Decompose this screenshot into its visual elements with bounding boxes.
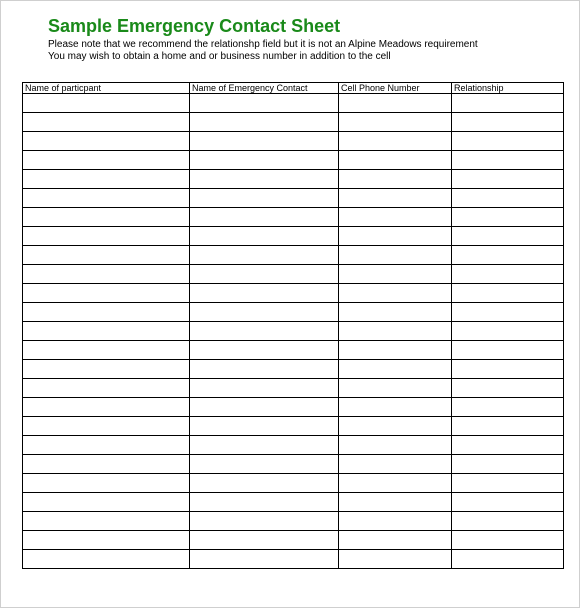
cell-emergency-contact[interactable]: [190, 303, 339, 322]
cell-relationship[interactable]: [452, 227, 564, 246]
table-row: [23, 512, 564, 531]
cell-emergency-contact[interactable]: [190, 284, 339, 303]
table-row: [23, 341, 564, 360]
cell-participant[interactable]: [23, 398, 190, 417]
table-row: [23, 151, 564, 170]
cell-relationship[interactable]: [452, 398, 564, 417]
cell-cell-phone[interactable]: [339, 151, 452, 170]
cell-participant[interactable]: [23, 170, 190, 189]
cell-emergency-contact[interactable]: [190, 132, 339, 151]
note-line-2: You may wish to obtain a home and or business number in addition to the cell: [48, 51, 391, 62]
contact-table: [22, 82, 564, 569]
cell-relationship[interactable]: [452, 113, 564, 132]
cell-participant[interactable]: [23, 417, 190, 436]
cell-cell-phone[interactable]: [339, 341, 452, 360]
cell-participant[interactable]: [23, 208, 190, 227]
cell-cell-phone[interactable]: [339, 170, 452, 189]
cell-participant[interactable]: [23, 341, 190, 360]
note-line-1: Please note that we recommend the relationshp field but it is not an Alpine Meadows requirement: [48, 39, 478, 50]
cell-participant[interactable]: [23, 265, 190, 284]
table-row: [23, 398, 564, 417]
table-row: [23, 322, 564, 341]
cell-relationship[interactable]: [452, 455, 564, 474]
cell-emergency-contact[interactable]: [190, 493, 339, 512]
cell-emergency-contact[interactable]: [190, 455, 339, 474]
cell-participant[interactable]: [23, 550, 190, 569]
cell-participant[interactable]: [23, 189, 190, 208]
cell-emergency-contact[interactable]: [190, 189, 339, 208]
cell-cell-phone[interactable]: [339, 436, 452, 455]
cell-participant[interactable]: [23, 151, 190, 170]
table-row: [23, 455, 564, 474]
table-row: [23, 360, 564, 379]
cell-relationship[interactable]: [452, 132, 564, 151]
cell-participant[interactable]: [23, 322, 190, 341]
cell-emergency-contact[interactable]: [190, 151, 339, 170]
cell-relationship[interactable]: [452, 474, 564, 493]
cell-relationship[interactable]: [452, 341, 564, 360]
cell-participant[interactable]: [23, 436, 190, 455]
cell-relationship[interactable]: [452, 246, 564, 265]
cell-cell-phone[interactable]: [339, 208, 452, 227]
cell-participant[interactable]: [23, 284, 190, 303]
cell-cell-phone[interactable]: [339, 379, 452, 398]
table-row: [23, 94, 564, 113]
cell-emergency-contact[interactable]: [190, 227, 339, 246]
cell-emergency-contact[interactable]: [190, 322, 339, 341]
cell-relationship[interactable]: [452, 303, 564, 322]
cell-cell-phone[interactable]: [339, 132, 452, 151]
cell-emergency-contact[interactable]: [190, 550, 339, 569]
table-row: [23, 493, 564, 512]
cell-relationship[interactable]: [452, 512, 564, 531]
table-row: [23, 265, 564, 284]
cell-participant[interactable]: [23, 379, 190, 398]
cell-participant[interactable]: [23, 227, 190, 246]
cell-cell-phone[interactable]: [339, 113, 452, 132]
table-row: [23, 284, 564, 303]
cell-emergency-contact[interactable]: [190, 246, 339, 265]
table-row: [23, 227, 564, 246]
cell-emergency-contact[interactable]: [190, 512, 339, 531]
cell-relationship[interactable]: [452, 531, 564, 550]
cell-relationship[interactable]: [452, 265, 564, 284]
cell-relationship[interactable]: [452, 189, 564, 208]
cell-cell-phone[interactable]: [339, 398, 452, 417]
column-header-emergency-contact: Name of Emergency Contact: [190, 83, 339, 94]
cell-participant[interactable]: [23, 531, 190, 550]
cell-cell-phone[interactable]: [339, 227, 452, 246]
cell-emergency-contact[interactable]: [190, 531, 339, 550]
cell-emergency-contact[interactable]: [190, 417, 339, 436]
cell-cell-phone[interactable]: [339, 284, 452, 303]
cell-emergency-contact[interactable]: [190, 360, 339, 379]
cell-cell-phone[interactable]: [339, 550, 452, 569]
table-row: [23, 550, 564, 569]
cell-emergency-contact[interactable]: [190, 208, 339, 227]
cell-cell-phone[interactable]: [339, 417, 452, 436]
cell-cell-phone[interactable]: [339, 455, 452, 474]
cell-cell-phone[interactable]: [339, 474, 452, 493]
cell-relationship[interactable]: [452, 436, 564, 455]
cell-relationship[interactable]: [452, 322, 564, 341]
table-header-row: [23, 83, 564, 94]
cell-relationship[interactable]: [452, 284, 564, 303]
cell-cell-phone[interactable]: [339, 303, 452, 322]
table-row: [23, 132, 564, 151]
table-row: [23, 436, 564, 455]
table-row: [23, 170, 564, 189]
document-title: Sample Emergency Contact Sheet: [48, 16, 341, 36]
column-header-relationship: Relationship: [452, 83, 564, 94]
cell-relationship[interactable]: [452, 208, 564, 227]
cell-relationship[interactable]: [452, 151, 564, 170]
table-row: [23, 531, 564, 550]
cell-emergency-contact[interactable]: [190, 113, 339, 132]
cell-participant[interactable]: [23, 132, 190, 151]
cell-participant[interactable]: [23, 303, 190, 322]
cell-cell-phone[interactable]: [339, 94, 452, 113]
cell-participant[interactable]: [23, 246, 190, 265]
cell-emergency-contact[interactable]: [190, 436, 339, 455]
table-row: [23, 417, 564, 436]
cell-cell-phone[interactable]: [339, 189, 452, 208]
cell-cell-phone[interactable]: [339, 531, 452, 550]
cell-emergency-contact[interactable]: [190, 379, 339, 398]
column-header-cell-phone: Cell Phone Number: [339, 83, 452, 94]
table-row: [23, 379, 564, 398]
cell-participant[interactable]: [23, 493, 190, 512]
table-row: [23, 474, 564, 493]
cell-cell-phone[interactable]: [339, 360, 452, 379]
cell-emergency-contact[interactable]: [190, 341, 339, 360]
cell-emergency-contact[interactable]: [190, 265, 339, 284]
table-row: [23, 113, 564, 132]
cell-relationship[interactable]: [452, 94, 564, 113]
cell-cell-phone[interactable]: [339, 493, 452, 512]
cell-cell-phone[interactable]: [339, 322, 452, 341]
cell-participant[interactable]: [23, 360, 190, 379]
cell-emergency-contact[interactable]: [190, 398, 339, 417]
cell-emergency-contact[interactable]: [190, 474, 339, 493]
table-row: [23, 303, 564, 322]
cell-emergency-contact[interactable]: [190, 94, 339, 113]
cell-relationship[interactable]: [452, 360, 564, 379]
cell-participant[interactable]: [23, 455, 190, 474]
cell-cell-phone[interactable]: [339, 265, 452, 284]
cell-relationship[interactable]: [452, 493, 564, 512]
cell-participant[interactable]: [23, 512, 190, 531]
table-body: [23, 94, 564, 569]
column-header-participant: Name of particpant: [23, 83, 190, 94]
cell-relationship[interactable]: [452, 170, 564, 189]
cell-participant[interactable]: [23, 474, 190, 493]
cell-cell-phone[interactable]: [339, 246, 452, 265]
cell-relationship[interactable]: [452, 550, 564, 569]
cell-emergency-contact[interactable]: [190, 170, 339, 189]
table-row: [23, 246, 564, 265]
cell-participant[interactable]: [23, 113, 190, 132]
table-row: [23, 189, 564, 208]
cell-relationship[interactable]: [452, 379, 564, 398]
cell-participant[interactable]: [23, 94, 190, 113]
cell-cell-phone[interactable]: [339, 512, 452, 531]
cell-relationship[interactable]: [452, 417, 564, 436]
table-row: [23, 208, 564, 227]
